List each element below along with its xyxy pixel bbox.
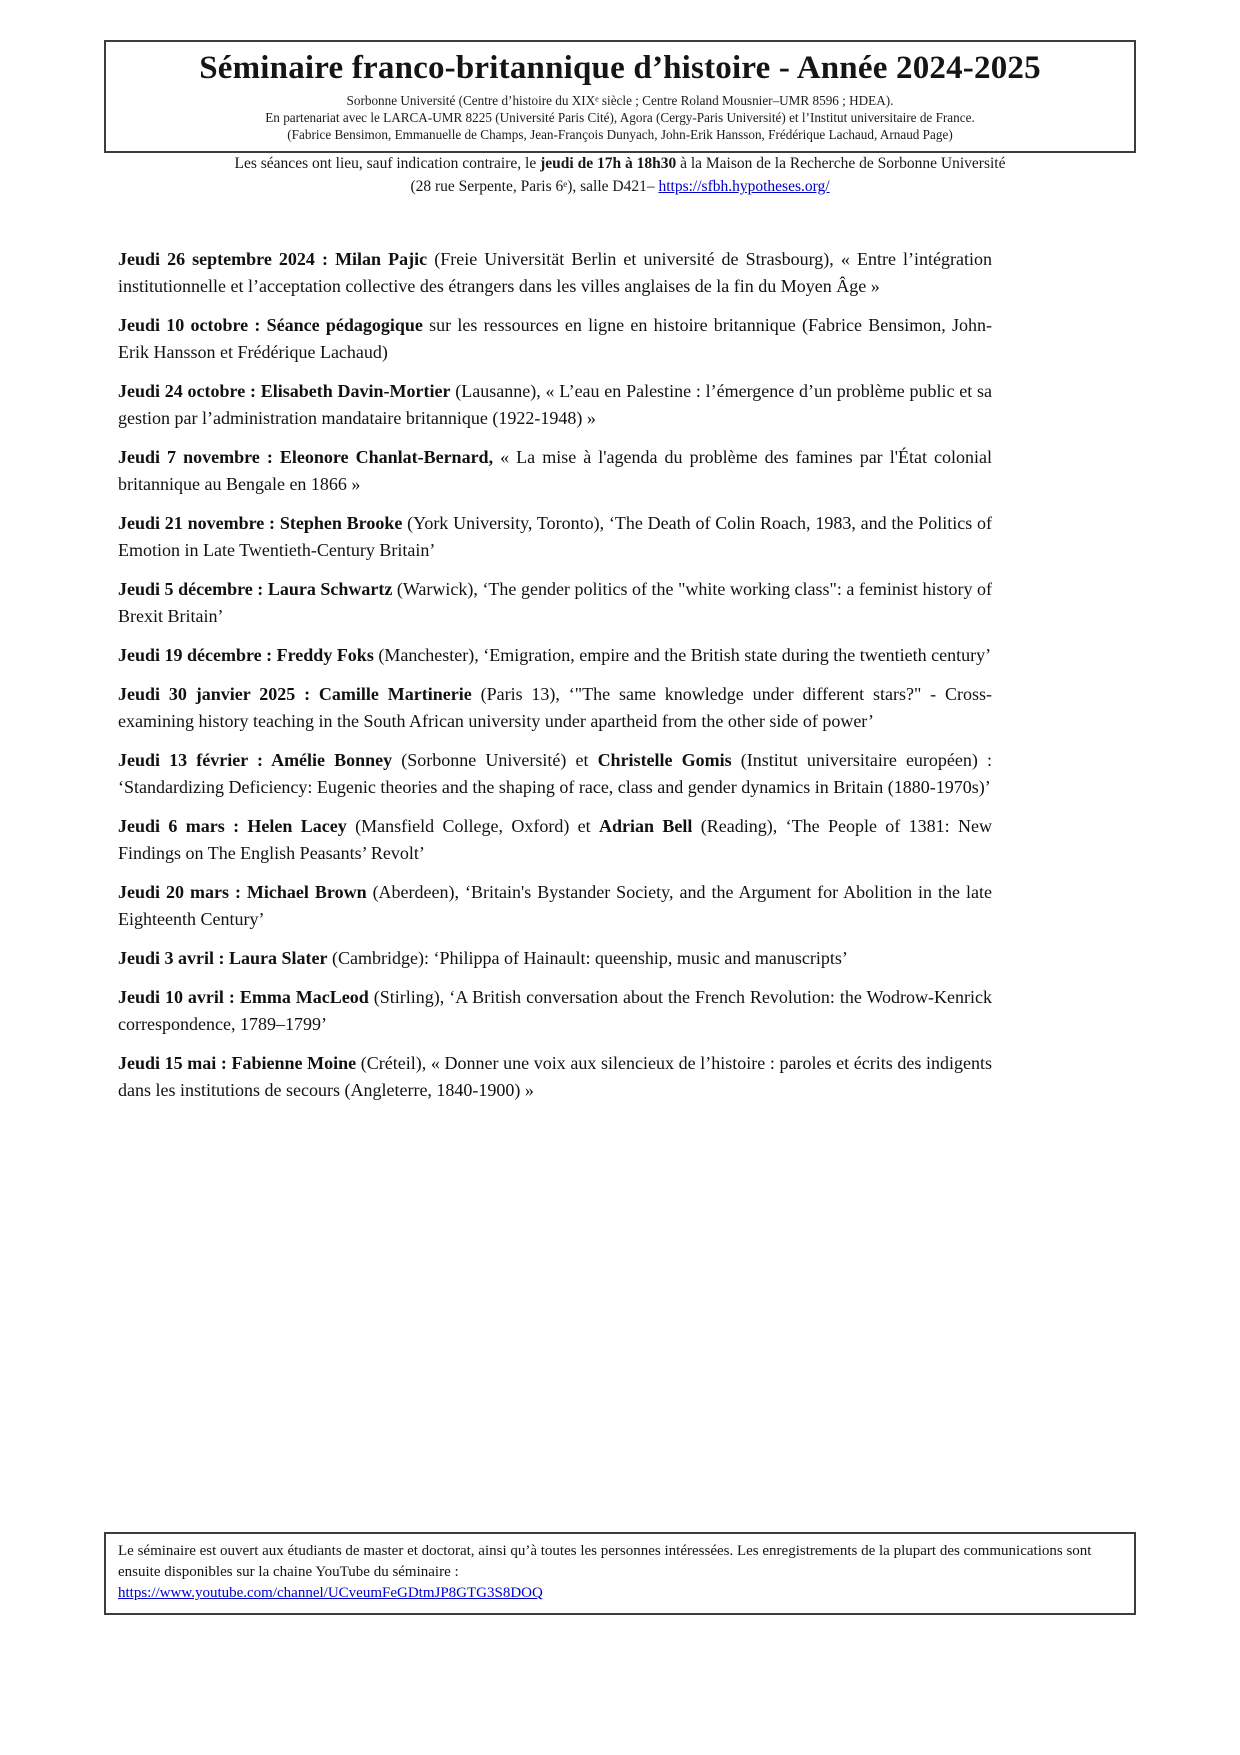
entry-details: (Warwick), ‘The gender politics of the "white working class": a feminist history of Brexit Britain’ [118,579,992,626]
footer-link-line [118,1583,1122,1604]
entry-date-and-speaker: Jeudi 5 décembre : Laura Schwartz [118,579,393,599]
intro-line-2 [0,175,1240,198]
entry-details: (Créteil), « Donner une voix aux silencieux de l’histoire : paroles et écrits des indigents dans les institutions de secours (Angleterre, 1840-1900) » [118,1053,992,1100]
footer-box [104,1532,1136,1615]
intro-line-1-post: à la Maison de la Recherche de Sorbonne Université [676,155,1006,172]
entry-date-and-speaker: Jeudi 24 octobre : Elisabeth Davin-Mortier [118,381,451,401]
entry-details: (Lausanne), « L’eau en Palestine : l’émergence d’un problème public et sa gestion par l’administration mandataire britannique (1922-1948) » [118,381,992,428]
seminar-entry [118,312,992,366]
entry-details: (Institut universitaire européen) : ‘Standardizing Deficiency: Eugenic theories and the shaping of race, class and gender dynamics in Britain (1880-1970s)’ [118,750,993,797]
header-subtitle-line-1: Sorbonne Université (Centre d’histoire du XIXᵉ siècle ; Centre Roland Mousnier–UMR 8596 ; HDEA). [346,93,894,108]
entry-date-and-speaker: Jeudi 7 novembre : Eleonore Chanlat-Bernard, [118,447,494,467]
header-subtitle-line-2: En partenariat avec le LARCA-UMR 8225 (Université Paris Cité), Agora (Cergy-Paris Université) et l’Institut universitaire de France. [265,110,975,125]
seminar-entry [118,576,992,630]
entry-date-and-speaker: Jeudi 19 décembre : Freddy Foks [118,645,374,665]
sfbh-link[interactable]: https://sfbh.hypotheses.org/ [658,178,830,195]
entry-date-and-speaker: Jeudi 6 mars : Helen Lacey [118,816,347,836]
entry-date-and-speaker: Jeudi 21 novembre : Stephen Brooke [118,513,403,533]
entry-date-and-speaker: Jeudi 20 mars : Michael Brown [118,882,367,902]
entry-details: (Stirling), ‘A British conversation about the French Revolution: the Wodrow-Kenrick correspondence, 1789–1799’ [118,987,992,1034]
seminar-entry [118,879,992,933]
seminar-entry [118,246,992,300]
seminar-entry [118,378,992,432]
entry-details: (Aberdeen), ‘Britain's Bystander Society, and the Argument for Abolition in the late Eighteenth Century’ [118,882,992,929]
entry-date-and-speaker: Adrian Bell [599,816,693,836]
header-subtitle-line-3: (Fabrice Bensimon, Emmanuelle de Champs, Jean-François Dunyach, John-Erik Hansson, Frédérique Lachaud, Arnaud Page) [287,127,953,142]
intro-line-1-pre: Les séances ont lieu, sauf indication contraire, le [234,155,541,172]
entry-date-and-speaker: Christelle Gomis [597,750,732,770]
entry-date-and-speaker: Jeudi 3 avril : Laura Slater [118,948,328,968]
entry-details: (Sorbonne Université) et [392,750,598,770]
seminar-entry [118,1050,992,1104]
intro-line-1 [0,152,1240,175]
intro-address: (28 rue Serpente, Paris 6ᵉ), salle D421– [410,178,659,195]
entry-date-and-speaker: Jeudi 30 janvier 2025 : Camille Martinerie [118,684,472,704]
entry-date-and-speaker: Jeudi 15 mai : Fabienne Moine [118,1053,357,1073]
seminar-entry [118,510,992,564]
page-title: Séminaire franco-britannique d’histoire - Année 2024-2025 [199,50,1041,86]
entry-date-and-speaker: Jeudi 26 septembre 2024 : Milan Pajic [118,249,428,269]
seminar-entry [118,813,992,867]
seminar-entry [118,747,992,801]
entry-details: (Paris 13), ‘"The same knowledge under different stars?" - Cross-examining history teaching in the South African university under apartheid from the other side of power’ [118,684,992,731]
seminar-entries-list [118,246,992,1116]
entry-details: (Reading), ‘The People of 1381: New Findings on The English Peasants’ Revolt’ [118,816,992,863]
entry-details: (Mansfield College, Oxford) et [346,816,600,836]
header-box [104,40,1136,153]
entry-date-and-speaker: Jeudi 10 octobre : Séance pédagogique [118,315,423,335]
intro-block [0,152,1240,198]
seminar-entry [118,945,992,972]
entry-details: (York University, Toronto), ‘The Death of Colin Roach, 1983, and the Politics of Emotion in Late Twentieth-Century Britain’ [118,513,992,560]
seminar-entry [118,984,992,1038]
entry-details: (Cambridge): ‘Philippa of Hainault: queenship, music and manuscripts’ [327,948,848,968]
seminar-entry [118,642,992,669]
entry-date-and-speaker: Jeudi 13 février : Amélie Bonney [118,750,393,770]
entry-details: sur les ressources en ligne en histoire britannique (Fabrice Bensimon, John-Erik Hansson et Frédérique Lachaud) [118,315,992,362]
entry-details: « La mise à l'agenda du problème des famines par l'État colonial britannique au Bengale en 1866 » [118,447,992,494]
seminar-entry [118,444,992,498]
entry-details: (Freie Universität Berlin et université de Strasbourg), « Entre l’intégration institutionnelle et l’acceptation collective des étrangers dans les villes anglaises de la fin du Moyen Âge » [118,249,992,296]
entry-details: (Manchester), ‘Emigration, empire and the British state during the twentieth century’ [373,645,992,665]
intro-time-bold: jeudi de 17h à 18h30 [540,155,677,172]
entry-date-and-speaker: Jeudi 10 avril : Emma MacLeod [118,987,369,1007]
footer-text: Le séminaire est ouvert aux étudiants de master et doctorat, ainsi qu’à toutes les personnes intéressées. Les enregistrements de la plupart des communications sont ensuite disponibles sur la chaine YouTube du séminaire : [118,1543,1092,1580]
seminar-entry [118,681,992,735]
youtube-link[interactable]: https://www.youtube.com/channel/UCveumFeGDtmJP8GTG3S8DOQ [118,1585,543,1601]
